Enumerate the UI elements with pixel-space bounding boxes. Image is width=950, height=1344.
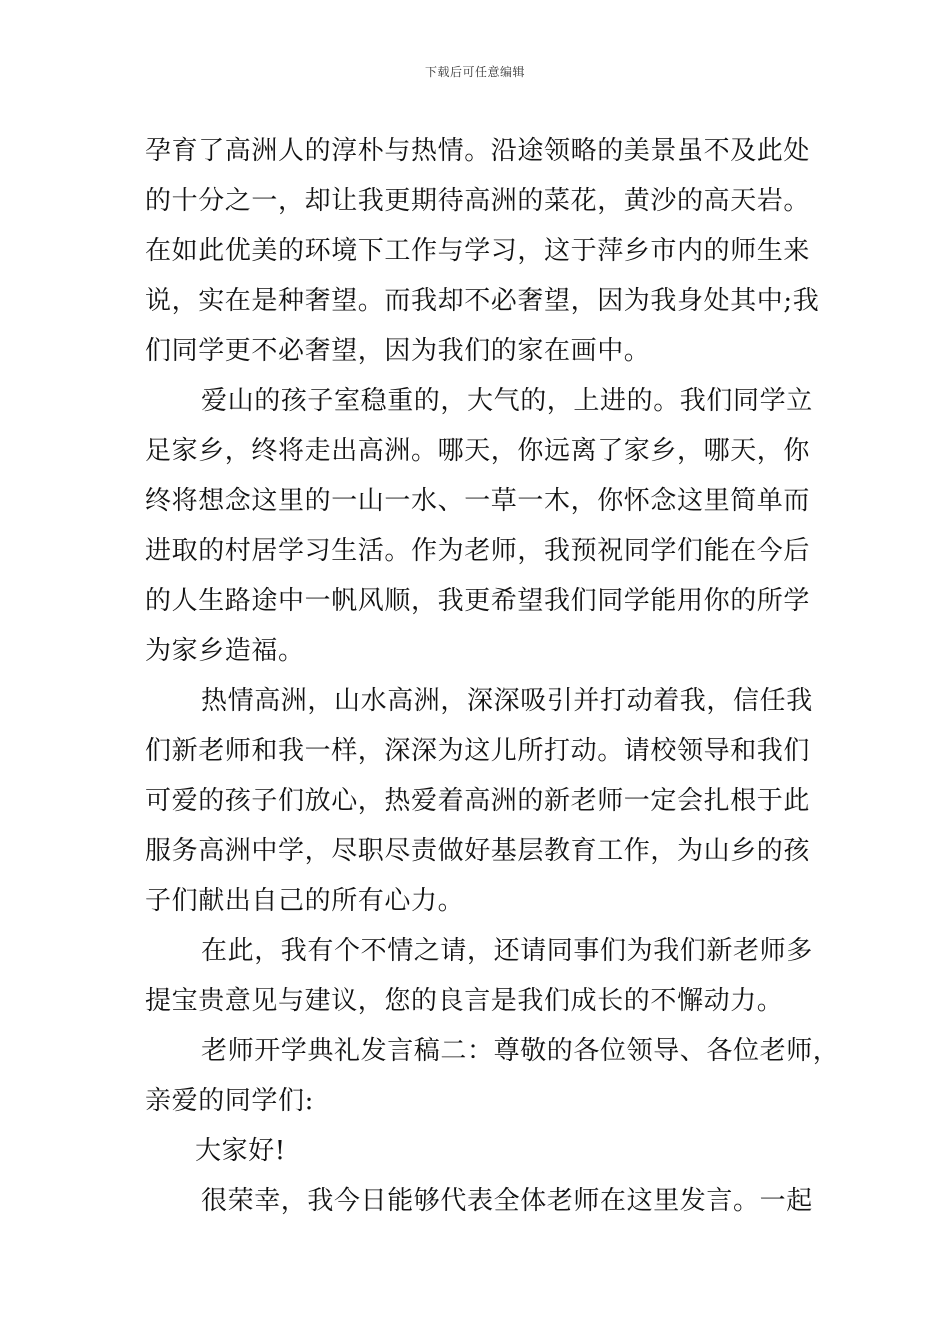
greeting-line: 大家好! <box>195 1136 286 1166</box>
text-line: 孕育了高洲人的淳朴与热情。沿途领略的美景虽不及此处 <box>145 136 811 166</box>
text-line: 说，实在是种奢望。而我却不必奢望，因为我身处其中;我 <box>145 286 820 316</box>
text-line: 进取的村居学习生活。作为老师，我预祝同学们能在今后 <box>145 536 811 566</box>
text-line: 终将想念这里的一山一水、一草一木，你怀念这里简单而 <box>145 486 811 516</box>
text-line: 可爱的孩子们放心，热爱着高洲的新老师一定会扎根于此 <box>145 786 811 816</box>
page-header-note: 下载后可任意编辑 <box>424 65 525 79</box>
paragraph-start-line: 很荣幸，我今日能够代表全体老师在这里发言。一起 <box>201 1186 813 1216</box>
text-line: 提宝贵意见与建议，您的良言是我们成长的不懈动力。 <box>145 986 784 1016</box>
text-line: 足家乡，终将走出高洲。哪天，你远离了家乡，哪天，你 <box>145 436 811 466</box>
paragraph-start-line: 爱山的孩子室稳重的，大气的，上进的。我们同学立 <box>201 386 813 416</box>
text-line: 子们献出自己的所有心力。 <box>145 886 465 916</box>
text-line: 亲爱的同学们: <box>145 1086 314 1116</box>
text-line: 服务高洲中学，尽职尽责做好基层教育工作，为山乡的孩 <box>145 836 811 866</box>
text-line: 们同学更不必奢望，因为我们的家在画中。 <box>145 336 651 366</box>
text-line: 的十分之一，却让我更期待高洲的菜花，黄沙的高天岩。 <box>145 186 811 216</box>
text-line: 为家乡造福。 <box>145 636 305 666</box>
paragraph-start-line: 在此，我有个不情之请，还请同事们为我们新老师多 <box>201 936 813 966</box>
document-body <box>145 126 840 1226</box>
paragraph-start-line: 老师开学典礼发言稿二：尊敬的各位领导、各位老师， <box>201 1036 840 1066</box>
text-line: 的人生路途中一帆风顺，我更希望我们同学能用你的所学 <box>145 586 811 616</box>
text-line: 们新老师和我一样，深深为这儿所打动。请校领导和我们 <box>145 736 811 766</box>
text-line: 在如此优美的环境下工作与学习，这于萍乡市内的师生来 <box>145 236 811 266</box>
paragraph-start-line: 热情高洲，山水高洲，深深吸引并打动着我，信任我 <box>201 686 813 716</box>
